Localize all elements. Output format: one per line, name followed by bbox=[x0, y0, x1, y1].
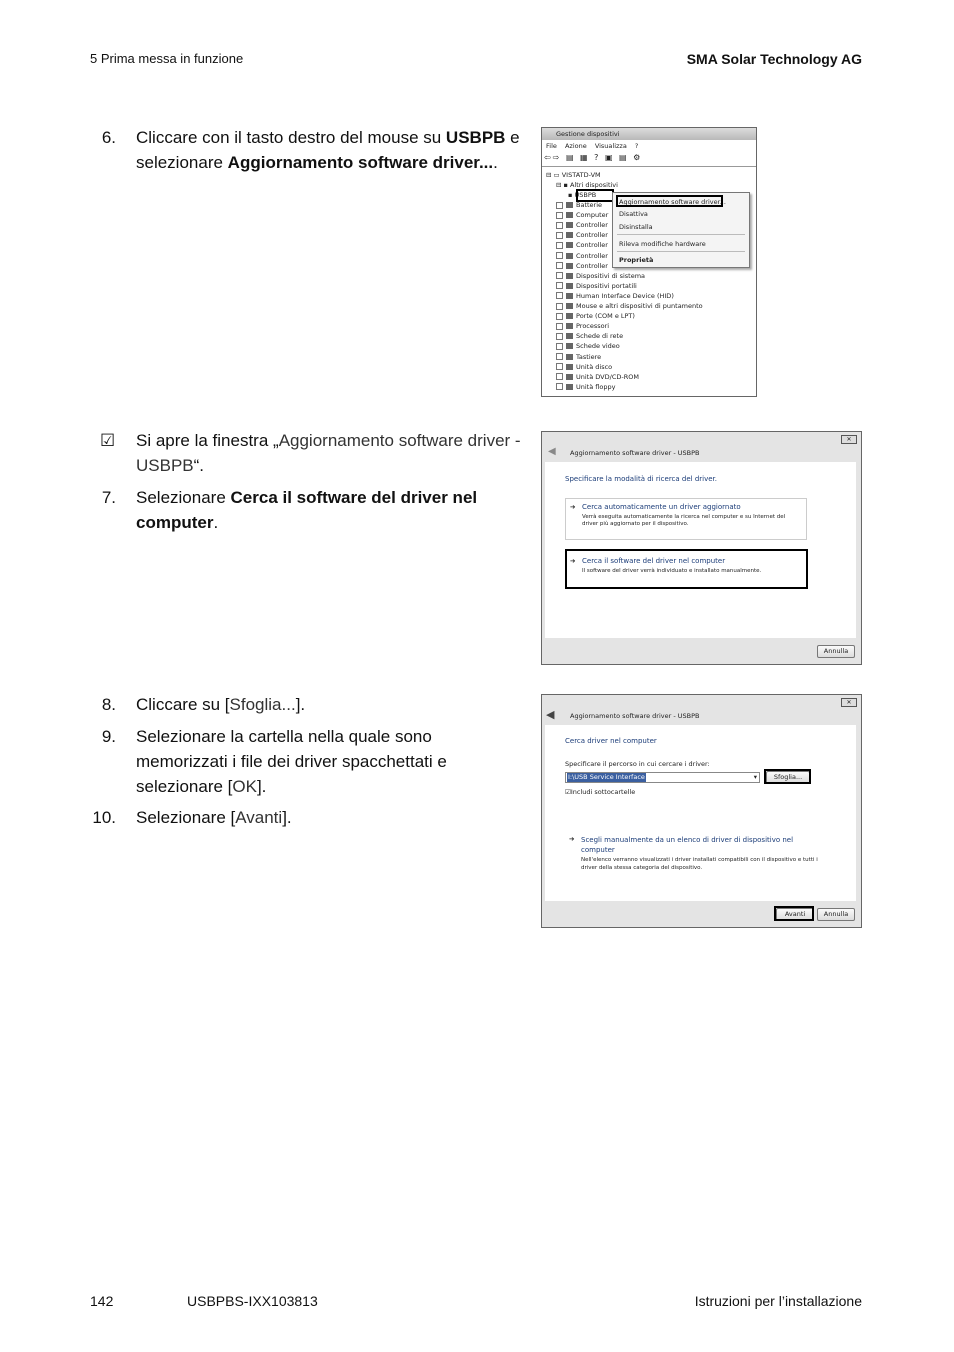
tree-item[interactable] bbox=[556, 363, 612, 373]
tree-item-label: Unità disco bbox=[576, 362, 613, 371]
tree-item-label: Controller bbox=[576, 261, 608, 270]
expand-icon[interactable] bbox=[556, 313, 563, 320]
tree-item-label: Computer bbox=[576, 211, 609, 220]
step-text: Selezionare [Avanti]. bbox=[136, 808, 292, 827]
manual-desc: Nell'elenco verranno visualizzati i driver installati compatibili con il dispositivo e tutti i driver della stessa categoria del dispositivo. bbox=[581, 857, 818, 871]
tree-item-label: Schede video bbox=[576, 342, 620, 351]
tree-item[interactable] bbox=[556, 312, 635, 322]
arrow-icon: ➔ bbox=[570, 503, 576, 511]
divider bbox=[542, 166, 756, 167]
tree-item[interactable] bbox=[556, 373, 639, 383]
expand-icon[interactable] bbox=[556, 212, 563, 219]
expand-icon[interactable] bbox=[556, 232, 563, 239]
dialog-title: Aggiornamento software driver - USBPB bbox=[570, 712, 700, 720]
expand-icon[interactable] bbox=[556, 262, 563, 269]
option-manual-desc: Il software del driver verrà individuato e installato manualmente. bbox=[582, 568, 762, 574]
expand-icon[interactable] bbox=[556, 383, 563, 390]
tree-item-label: Dispositivi di sistema bbox=[576, 271, 646, 280]
device-icon bbox=[566, 384, 573, 390]
step-text: Cliccare con il tasto destro del mouse su USBPB e selezionare Aggiornamento software driver.... bbox=[136, 128, 520, 172]
ctx-disable[interactable]: Disattiva bbox=[619, 210, 648, 218]
device-icon bbox=[566, 212, 573, 218]
expand-icon[interactable] bbox=[556, 292, 563, 299]
menu-azione[interactable]: Azione bbox=[564, 142, 587, 150]
step-text: Selezionare Cerca il software del driver nel computer. bbox=[136, 488, 478, 532]
window-title: Gestione dispositivi bbox=[556, 130, 620, 138]
tree-item[interactable] bbox=[556, 211, 608, 221]
tree-item-label: Unità floppy bbox=[576, 382, 616, 391]
back-icon[interactable]: ◀ bbox=[548, 446, 556, 457]
tree-item-label: Schede di rete bbox=[576, 332, 624, 341]
cancel-button[interactable]: Annulla bbox=[817, 908, 855, 921]
tree-item[interactable] bbox=[556, 231, 608, 241]
expand-icon[interactable] bbox=[556, 303, 563, 310]
dialog-body bbox=[545, 725, 856, 901]
highlight-update-driver bbox=[616, 195, 723, 207]
device-manager-screenshot bbox=[541, 127, 757, 397]
path-label: Specificare il percorso in cui cercare i driver: bbox=[565, 760, 710, 768]
result-text: Si apre la finestra „Aggiornamento software driver - USBPB“. bbox=[136, 431, 521, 475]
device-icon bbox=[566, 202, 573, 208]
document-code: USBPBS-IXX103813 bbox=[187, 1293, 318, 1309]
highlight-option-manual bbox=[565, 549, 808, 589]
menu-help[interactable]: ? bbox=[634, 142, 639, 150]
tree-item[interactable] bbox=[556, 302, 703, 312]
tree-item-label: Dispositivi portatili bbox=[576, 281, 637, 290]
ctx-uninstall[interactable]: Disinstalla bbox=[619, 223, 653, 231]
tree-item[interactable] bbox=[556, 252, 608, 262]
cancel-button[interactable]: Annulla bbox=[817, 645, 855, 658]
device-icon bbox=[566, 364, 573, 370]
path-value: I:\USB Service Interface bbox=[568, 773, 645, 781]
running-header-company: SMA Solar Technology AG bbox=[686, 51, 862, 67]
step-number: 8. bbox=[101, 695, 116, 714]
expand-icon[interactable] bbox=[556, 323, 563, 330]
tree-item[interactable] bbox=[556, 353, 601, 363]
arrow-icon: ➔ bbox=[569, 835, 575, 843]
highlight-next bbox=[774, 906, 814, 921]
tree-altri: ⊟ ▪ Altri dispositivi bbox=[556, 181, 618, 189]
page-number: 142 bbox=[90, 1293, 114, 1309]
step-text: Selezionare la cartella nella quale sono memorizzati i file dei driver spacchettati e selezionare [OK]. bbox=[136, 727, 447, 796]
dialog-title: Aggiornamento software driver - USBPB bbox=[570, 449, 700, 457]
expand-icon[interactable] bbox=[556, 202, 563, 209]
option-auto[interactable] bbox=[565, 498, 807, 540]
expand-icon[interactable] bbox=[556, 363, 563, 370]
ctx-properties[interactable]: Proprietà bbox=[619, 256, 654, 264]
tree-item[interactable] bbox=[556, 221, 608, 231]
tree-item[interactable] bbox=[556, 342, 620, 352]
expand-icon[interactable] bbox=[556, 343, 563, 350]
option-pick-list[interactable] bbox=[565, 835, 835, 875]
device-icon bbox=[566, 242, 573, 248]
menu-bar bbox=[546, 142, 638, 150]
tree-item-label: Controller bbox=[576, 221, 608, 230]
path-combobox[interactable] bbox=[565, 772, 760, 783]
ctx-scan[interactable]: Rileva modifiche hardware bbox=[619, 240, 706, 248]
arrow-icon: ➔ bbox=[570, 557, 576, 565]
option-auto-title: Cerca automaticamente un driver aggiornato bbox=[582, 503, 741, 511]
menu-visualizza[interactable]: Visualizza bbox=[594, 142, 627, 150]
tree-item[interactable] bbox=[556, 272, 645, 282]
next-button[interactable]: Avanti bbox=[776, 908, 814, 921]
highlight-browse bbox=[764, 769, 811, 784]
device-icon bbox=[566, 343, 573, 349]
device-icon bbox=[566, 333, 573, 339]
expand-icon[interactable] bbox=[556, 242, 563, 249]
tree-item[interactable] bbox=[556, 383, 615, 393]
option-manual-title: Cerca il software del driver nel computer bbox=[582, 557, 726, 565]
device-icon bbox=[566, 313, 573, 319]
tree-item-label: Processori bbox=[576, 322, 610, 331]
update-driver-screenshot-2 bbox=[541, 694, 862, 928]
tree-item-label: Tastiere bbox=[576, 352, 602, 361]
context-menu bbox=[612, 192, 750, 268]
expand-icon[interactable] bbox=[556, 282, 563, 289]
dialog-heading: Cerca driver nel computer bbox=[565, 737, 657, 745]
device-icon bbox=[566, 283, 573, 289]
chevron-down-icon: ▾ bbox=[753, 773, 757, 781]
device-icon bbox=[566, 222, 573, 228]
tree-item[interactable] bbox=[556, 262, 608, 272]
expand-icon[interactable] bbox=[556, 373, 563, 380]
device-icon bbox=[566, 323, 573, 329]
expand-icon[interactable] bbox=[556, 252, 563, 259]
dialog-heading: Specificare la modalità di ricerca del driver. bbox=[565, 475, 718, 483]
tree-item-label: Porte (COM e LPT) bbox=[576, 312, 635, 321]
browse-button[interactable]: Sfoglia... bbox=[766, 771, 810, 784]
back-icon[interactable]: ◀ bbox=[546, 708, 555, 721]
device-icon bbox=[566, 293, 573, 299]
update-driver-screenshot-1 bbox=[541, 431, 862, 665]
tree-item[interactable] bbox=[556, 241, 608, 251]
expand-icon[interactable] bbox=[556, 353, 563, 360]
device-icon bbox=[566, 374, 573, 380]
tree-item[interactable] bbox=[556, 201, 602, 211]
close-icon[interactable]: ✕ bbox=[841, 435, 857, 444]
tree-item-label: Controller bbox=[576, 231, 608, 240]
tree-item[interactable] bbox=[556, 282, 637, 292]
ctx-divider bbox=[617, 234, 745, 235]
expand-icon[interactable] bbox=[556, 222, 563, 229]
tree-item-label: Controller bbox=[576, 241, 608, 250]
tree-item[interactable] bbox=[556, 322, 609, 332]
step-number: 10. bbox=[92, 808, 116, 827]
option-auto-desc: Verrà eseguita automaticamente la ricerca nel computer e su Internet del driver più aggiornato per il dispositivo. bbox=[582, 514, 786, 527]
tree-item-label: Human Interface Device (HID) bbox=[576, 291, 674, 300]
tree-root: ⊟ ▭ VISTATD-VM bbox=[546, 171, 601, 179]
step-number: 9. bbox=[101, 727, 116, 746]
device-icon bbox=[566, 273, 573, 279]
expand-icon[interactable] bbox=[556, 272, 563, 279]
dialog-body bbox=[545, 462, 856, 638]
device-icon bbox=[566, 232, 573, 238]
step-number: 6. bbox=[101, 128, 116, 147]
tree-usbpb[interactable]: ▪ USBPB bbox=[568, 191, 597, 199]
include-subfolders[interactable]: ☑Includi sottocartelle bbox=[565, 788, 636, 796]
tree-item-label: Controller bbox=[576, 251, 608, 260]
device-icon bbox=[566, 303, 573, 309]
device-icon bbox=[566, 263, 573, 269]
running-header-section: 5 Prima messa in funzione bbox=[90, 51, 244, 66]
checkbox-icon: ☑ bbox=[100, 431, 116, 450]
tree-item-label: Batterie bbox=[576, 201, 603, 209]
ctx-divider bbox=[617, 251, 745, 252]
close-icon[interactable]: ✕ bbox=[841, 698, 857, 707]
tree-item-label: Mouse e altri dispositivi di puntamento bbox=[576, 302, 703, 310]
step-text: Cliccare su [Sfoglia...]. bbox=[136, 695, 306, 714]
ctx-update-driver[interactable]: Aggiornamento software driver... bbox=[619, 198, 726, 206]
tree-item[interactable] bbox=[556, 292, 674, 302]
step-number: 7. bbox=[101, 488, 116, 507]
tree-item[interactable] bbox=[556, 332, 623, 342]
expand-icon[interactable] bbox=[556, 333, 563, 340]
device-icon bbox=[566, 354, 573, 360]
toolbar: ⇦⇨ ▤ ▦ ? ▣ ▤ ⚙ bbox=[544, 153, 643, 162]
menu-file[interactable]: File bbox=[546, 142, 557, 150]
manual-title: Scegli manualmente da un elenco di driver di dispositivo nel computer bbox=[581, 836, 794, 854]
document-title: Istruzioni per l’installazione bbox=[694, 1293, 862, 1309]
device-icon bbox=[566, 253, 573, 259]
tree-item-label: Unità DVD/CD-ROM bbox=[576, 372, 639, 381]
